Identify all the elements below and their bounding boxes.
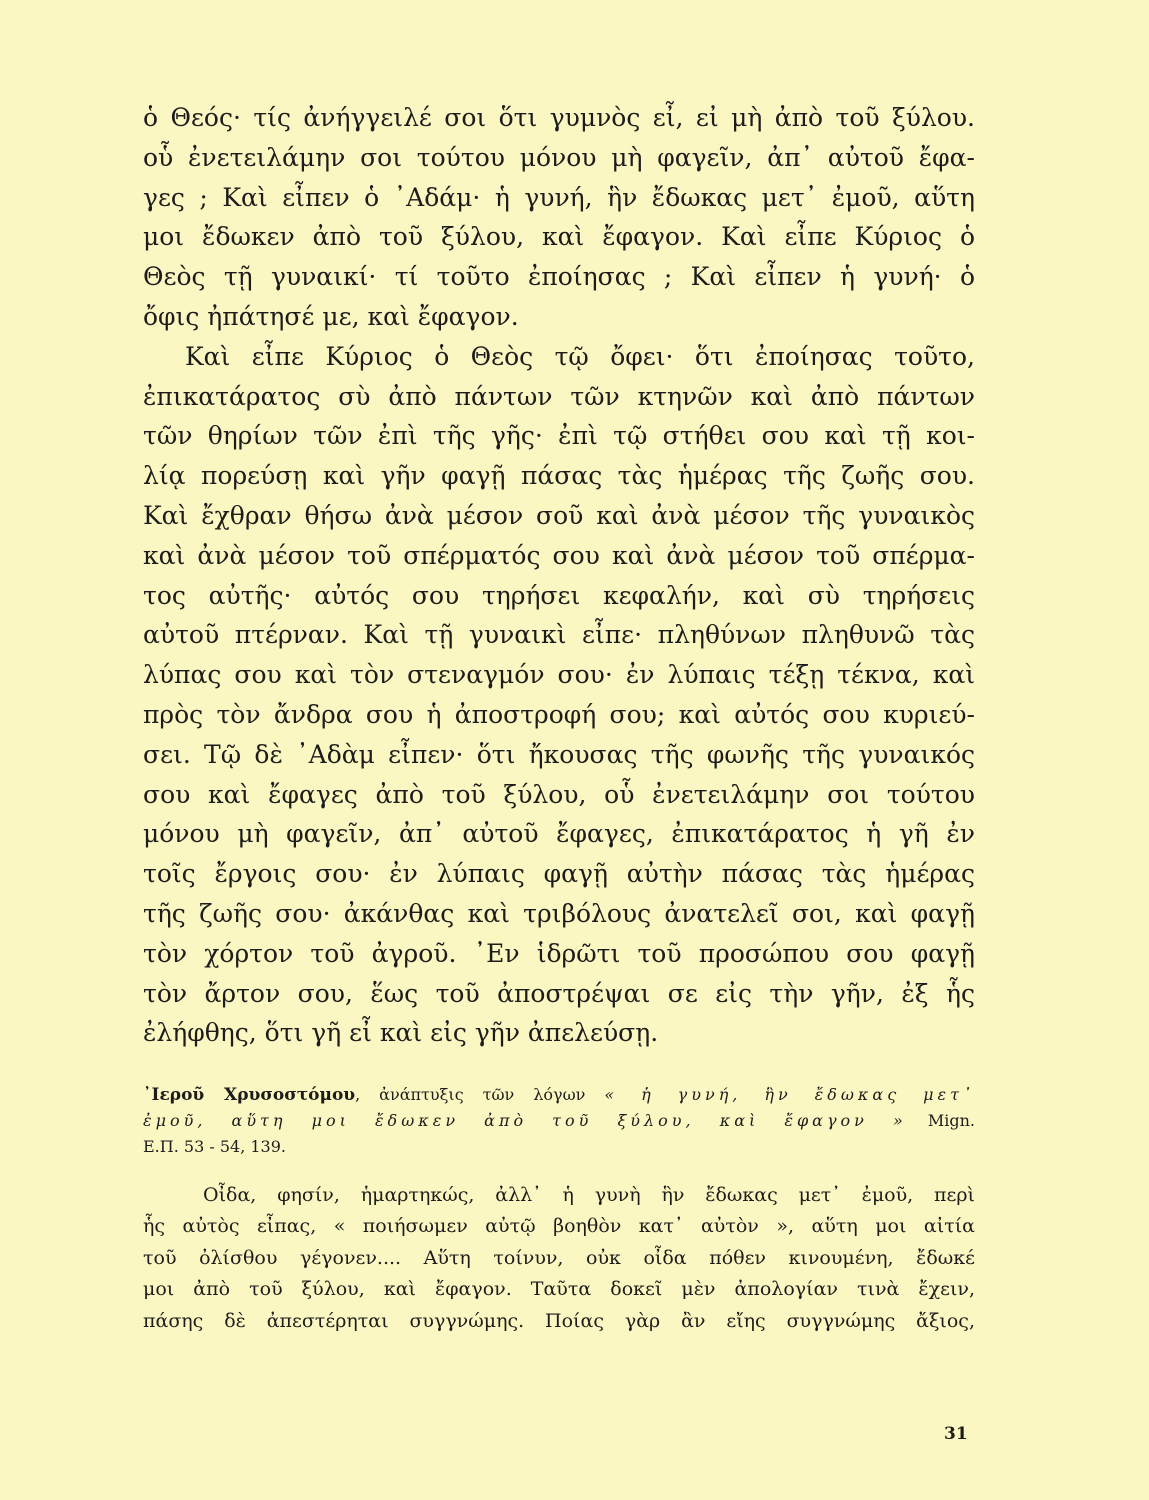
attribution-line [143, 1108, 975, 1134]
scripture-line: οὗ ἐνετειλάμην σοι τούτου μόνου μὴ φαγεῖν, ἀπ᾽ αὐτοῦ ἔφα- [143, 142, 975, 172]
scripture-line: Καὶ ἔχθραν θήσω ἀνὰ μέσον σοῦ καὶ ἀνὰ μέσον τῆς γυναικὸς [143, 500, 975, 530]
commentary-line: μοι ἀπὸ τοῦ ξύλου, καὶ ἔφαγον. Ταῦτα δοκεῖ μὲν ἀπολογίαν τινὰ ἔχειν, [143, 1278, 975, 1301]
commentary-line: ἧς αὐτὸς εἶπας, « ποιήσωμεν αὐτῷ βοηθὸν κατ᾽ αὐτὸν », αὕτη μοι αἰτία [143, 1215, 975, 1238]
scripture-line: σει. Τῷ δὲ ᾿Αδὰμ εἶπεν· ὅτι ἤκουσας τῆς φωνῆς τῆς γυναικός [143, 739, 975, 769]
scripture-line: σου καὶ ἔφαγες ἀπὸ τοῦ ξύλου, οὗ ἐνετειλάμην σοι τούτου [143, 779, 975, 809]
scripture-line: ἐλήφθης, ὅτι γῆ εἶ καὶ εἰς γῆν ἀπελεύσῃ. [143, 1018, 659, 1048]
page-number: 31 [944, 1424, 968, 1444]
commentary-passage [143, 1180, 975, 1337]
scripture-line: τὸν χόρτον τοῦ ἀγροῦ. ᾿Εν ἱδρῶτι τοῦ προσώπου σου φαγῇ [143, 938, 975, 968]
attribution-reference: Mign. [927, 1111, 975, 1130]
scripture-line: ὁ Θεός· τίς ἀνήγγειλέ σοι ὅτι γυμνὸς εἶ, εἰ μὴ ἀπὸ τοῦ ξύλου. [143, 103, 975, 132]
scripture-line: τοῖς ἔργοις σου· ἐν λύπαις φαγῇ αὐτὴν πάσας τὰς ἡμέρας [143, 859, 975, 889]
attribution-reference: Ε.Π. 53 - 54, 139. [143, 1137, 286, 1156]
scripture-line: λύπας σου καὶ τὸν στεναγμόν σου· ἐν λύπαις τέξῃ τέκνα, καὶ [143, 660, 975, 690]
scripture-line: πρὸς τὸν ἄνδρα σου ἡ ἀποστροφή σου; καὶ αὐτός σου κυριεύ- [143, 699, 975, 729]
scripture-line: τος αὐτῆς· αὐτός σου τηρήσει κεφαλήν, καὶ σὺ τηρήσεις [143, 580, 975, 610]
attribution-quote: ἐμοῦ, αὕτη μοι ἔδωκεν ἀπὸ τοῦ ξύλου, καὶ ἔφαγον » [143, 1111, 907, 1130]
attribution-author: ᾿Ιεροῦ Χρυσοστόμου [143, 1085, 356, 1105]
scripture-line: ἐπικατάρατος σὺ ἀπὸ πάντων τῶν κτηνῶν καὶ ἀπὸ πάντων [143, 381, 975, 411]
commentary-line: Οἶδα, φησίν, ἡμαρτηκώς, ἀλλ᾽ ἡ γυνὴ ἣν ἔδωκας μετ᾽ ἐμοῦ, περὶ [203, 1184, 975, 1206]
scripture-line: τὸν ἄρτον σου, ἕως τοῦ ἀποστρέψαι σε εἰς τὴν γῆν, ἐξ ἧς [143, 978, 975, 1008]
scripture-line: καὶ ἀνὰ μέσον τοῦ σπέρματός σου καὶ ἀνὰ μέσον τοῦ σπέρμα- [143, 540, 975, 570]
commentary-line: τοῦ ὀλίσθου γέγονεν.... Αὕτη τοίνυν, οὐκ οἶδα πόθεν κινουμένη, ἔδωκέ [143, 1246, 975, 1269]
attribution-line [143, 1082, 975, 1108]
scripture-line: αὐτοῦ πτέρναν. Καὶ τῇ γυναικὶ εἶπε· πληθύνων πληθυνῶ τὰς [143, 620, 975, 650]
scripture-line: Θεὸς τῇ γυναικί· τί τοῦτο ἐποίησας ; Καὶ εἶπεν ἡ γυνή· ὁ [143, 262, 975, 292]
scripture-line: ὄφις ἠπάτησέ με, καὶ ἔφαγον. [143, 301, 519, 331]
scripture-line: μοι ἔδωκεν ἀπὸ τοῦ ξύλου, καὶ ἔφαγον. Καὶ εἶπε Κύριος ὁ [143, 222, 975, 252]
attribution-lead: , ἀνάπτυξις τῶν λόγων [355, 1085, 586, 1104]
attribution-quote: « ἡ γυνή, ἣν ἔδωκας μετ᾽ [604, 1085, 975, 1104]
scripture-line: λίᾳ πορεύσῃ καὶ γῆν φαγῇ πάσας τὰς ἡμέρας τῆς ζωῆς σου. [143, 461, 975, 491]
scripture-line: μόνου μὴ φαγεῖν, ἀπ᾽ αὐτοῦ ἔφαγες, ἐπικατάρατος ἡ γῆ ἐν [143, 819, 975, 849]
scripture-line: τῶν θηρίων τῶν ἐπὶ τῆς γῆς· ἐπὶ τῷ στήθει σου καὶ τῇ κοι- [143, 421, 975, 451]
source-attribution [143, 1082, 975, 1160]
scripture-line: Καὶ εἶπε Κύριος ὁ Θεὸς τῷ ὄφει· ὅτι ἐποίησας τοῦτο, [185, 341, 975, 371]
scripture-line: γες ; Καὶ εἶπεν ὁ ᾿Αδάμ· ἡ γυνή, ἣν ἔδωκας μετ᾽ ἐμοῦ, αὕτη [143, 182, 975, 212]
scripture-passage [143, 98, 975, 1053]
commentary-line: πάσης δὲ ἀπεστέρηται συγγνώμης. Ποίας γὰρ ἂν εἴης συγγνώμης ἄξιος, [143, 1309, 975, 1332]
scripture-line: τῆς ζωῆς σου· ἀκάνθας καὶ τριβόλους ἀνατελεῖ σοι, καὶ φαγῇ [143, 898, 975, 928]
